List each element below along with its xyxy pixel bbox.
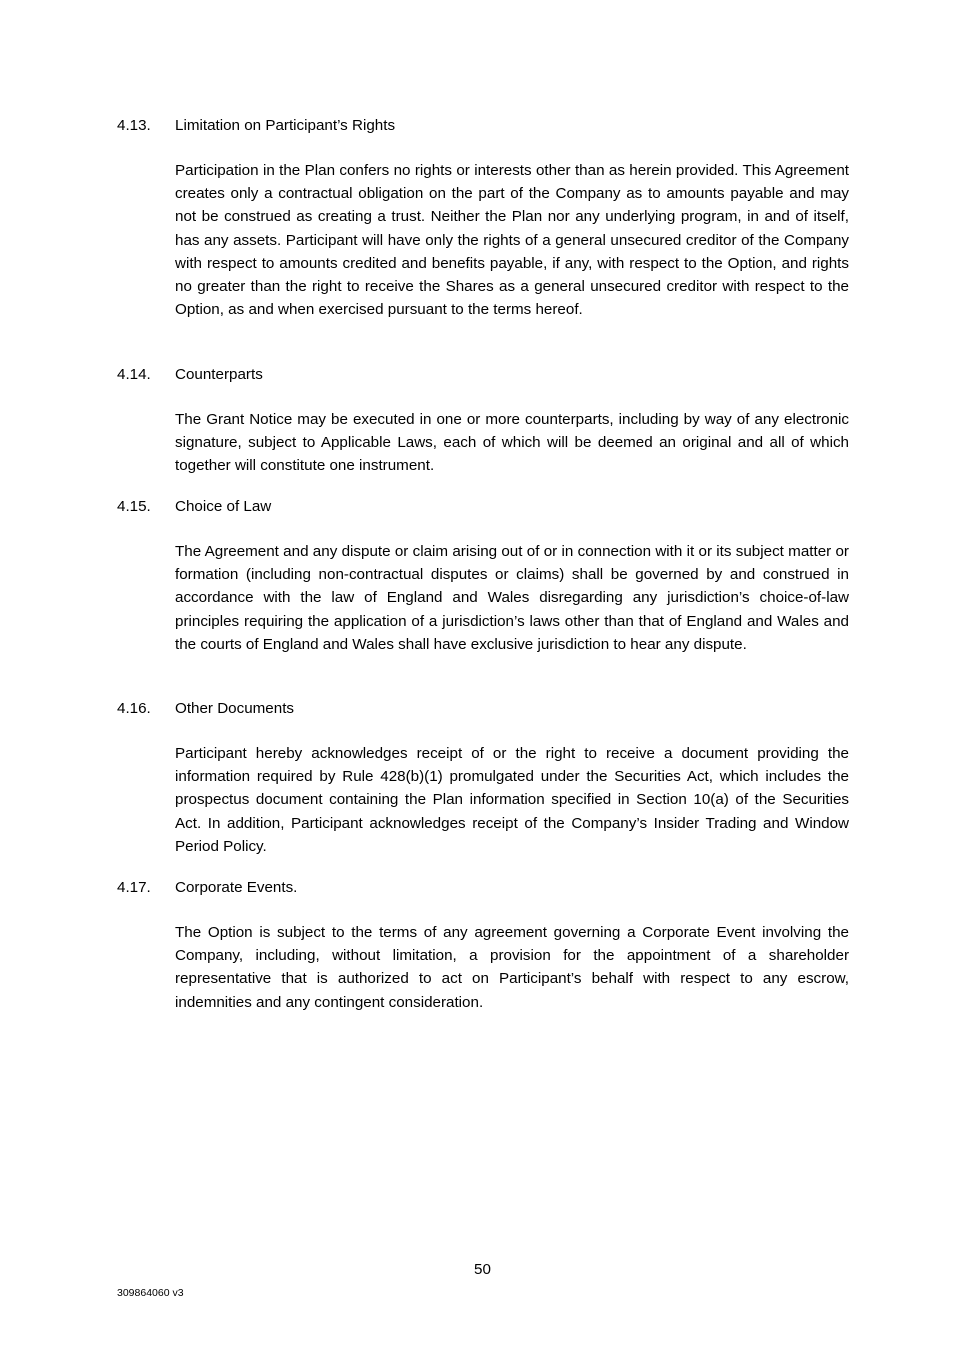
section-4-13 [117, 116, 849, 321]
section-body: Participant hereby acknowledges receipt of or the right to receive a document providing the information required by Rule 428(b)(1) promulgated under the Securities Act, which includes the prospectus document containing the Plan information specified in Section 10(a) of the Securities Act. In addition, Participant acknowledges receipt of the Company’s Insider Trading and Window Period Policy. [175, 745, 849, 855]
section-4-14 [117, 365, 849, 478]
section-title: Choice of Law [175, 498, 272, 515]
section-number: 4.15. [117, 498, 151, 515]
section-body: Participation in the Plan confers no rights or interests other than as herein provided. This Agreement creates only a contractual obligation on the part of the Company as to amounts payable and may not be construed as creating a trust. Neither the Plan nor any underlying program, in and of itself, has any assets. Participant will have only the rights of a general unsecured creditor of the Company with respect to amounts credited and benefits payable, if any, with respect to the Option, and rights no greater than the right to receive the Shares as a general unsecured creditor with respect to the Option, as and when exercised pursuant to the terms hereof. [175, 162, 849, 319]
section-heading [117, 878, 849, 898]
section-heading [117, 116, 849, 136]
section-title: Limitation on Participant’s Rights [175, 117, 396, 134]
section-number: 4.17. [117, 879, 151, 896]
section-4-15 [117, 497, 849, 656]
section-body: The Option is subject to the terms of any agreement governing a Corporate Event involving the Company, including, without limitation, a provision for the appointment of a shareholder representative that is authorized to act on Participant’s behalf with respect to any escrow, indemnities and any contingent consideration. [175, 924, 849, 1011]
section-4-16 [117, 699, 849, 858]
section-heading [117, 497, 849, 517]
section-title: Corporate Events. [175, 879, 298, 896]
document-id: 309864060 v3 [117, 1287, 184, 1299]
section-body: The Grant Notice may be executed in one or more counterparts, including by way of any electronic signature, subject to Applicable Laws, each of which will be deemed an original and all of which together will constitute one instrument. [175, 411, 849, 475]
section-number: 4.16. [117, 700, 151, 717]
section-body: The Agreement and any dispute or claim arising out of or in connection with it or its subject matter or formation (including non-contractual disputes or claims) shall be governed by and construed in accordance with the law of England and Wales disregarding any jurisdiction’s choice-of-law principles requiring the application of a jurisdiction’s laws other than that of England and Wales and the courts of England and Wales shall have exclusive jurisdiction to hear any dispute. [175, 543, 849, 653]
section-heading [117, 365, 849, 385]
section-number: 4.14. [117, 366, 151, 383]
section-title: Other Documents [175, 700, 295, 717]
section-number: 4.13. [117, 117, 151, 134]
section-heading [117, 699, 849, 719]
section-4-17 [117, 878, 849, 1014]
page-number: 50 [474, 1261, 491, 1278]
section-title: Counterparts [175, 366, 263, 383]
